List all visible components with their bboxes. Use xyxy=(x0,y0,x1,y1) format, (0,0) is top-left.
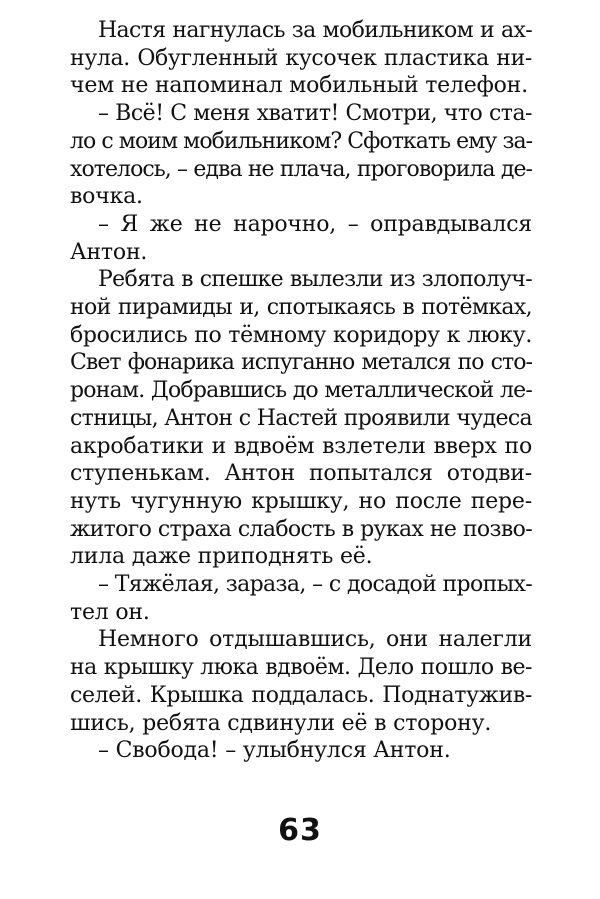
text-line: – Тяжёлая, зараза, – с досадой пропых- xyxy=(98,572,532,598)
text-line: чем не напоминал мобильный телефон. xyxy=(70,73,528,99)
text-line: стницы, Антон с Настей проявили чудеса xyxy=(70,405,532,431)
text-line: тел он. xyxy=(70,599,150,625)
book-page-text xyxy=(70,17,532,765)
text-line: селей. Крышка поддалась. Поднатужив- xyxy=(70,682,532,708)
text-line: – Всё! С меня хватит! Смотри, что ста- xyxy=(98,101,532,127)
text-line: ронам. Добравшись до металлической ле- xyxy=(70,378,532,404)
text-line: Немного отдышавшись, они налегли xyxy=(98,627,532,653)
text-line: лила даже приподнять её. xyxy=(70,544,373,570)
text-line: вочка. xyxy=(70,184,143,210)
text-line: ной пирамиды и, спотыкаясь в потёмках, xyxy=(70,295,532,321)
text-line: ло с моим мобильником? Сфоткать ему за- xyxy=(70,128,533,154)
text-line: Антон. xyxy=(70,239,148,265)
text-line: – Свобода! – улыбнулся Антон. xyxy=(98,738,451,764)
page-number: 63 xyxy=(278,813,322,848)
text-line: на крышку люка вдвоём. Дело пошло ве- xyxy=(70,655,532,681)
text-line: – Я же не нарочно, – оправдывался xyxy=(98,211,532,237)
text-line: нуть чугунную крышку, но после пере- xyxy=(70,488,532,514)
text-line: нула. Обугленный кусочек пластика ни- xyxy=(70,45,532,71)
text-line: Свет фонарика испуганно метался по сто- xyxy=(70,350,532,376)
text-line: ступенькам. Антон попытался отодви- xyxy=(70,461,532,487)
text-line: Ребята в спешке вылезли из злополуч- xyxy=(98,267,532,293)
text-line: хотелось, – едва не плача, проговорила де- xyxy=(70,156,532,182)
text-line: бросились по тёмному коридору к люку. xyxy=(70,322,532,348)
text-line: житого страха слабость в руках не позво- xyxy=(70,516,532,542)
text-line: акробатики и вдвоём взлетели вверх по xyxy=(70,433,532,459)
text-line: шись, ребята сдвинули её в сторону. xyxy=(70,710,492,736)
text-line: Настя нагнулась за мобильником и ах- xyxy=(98,18,532,43)
